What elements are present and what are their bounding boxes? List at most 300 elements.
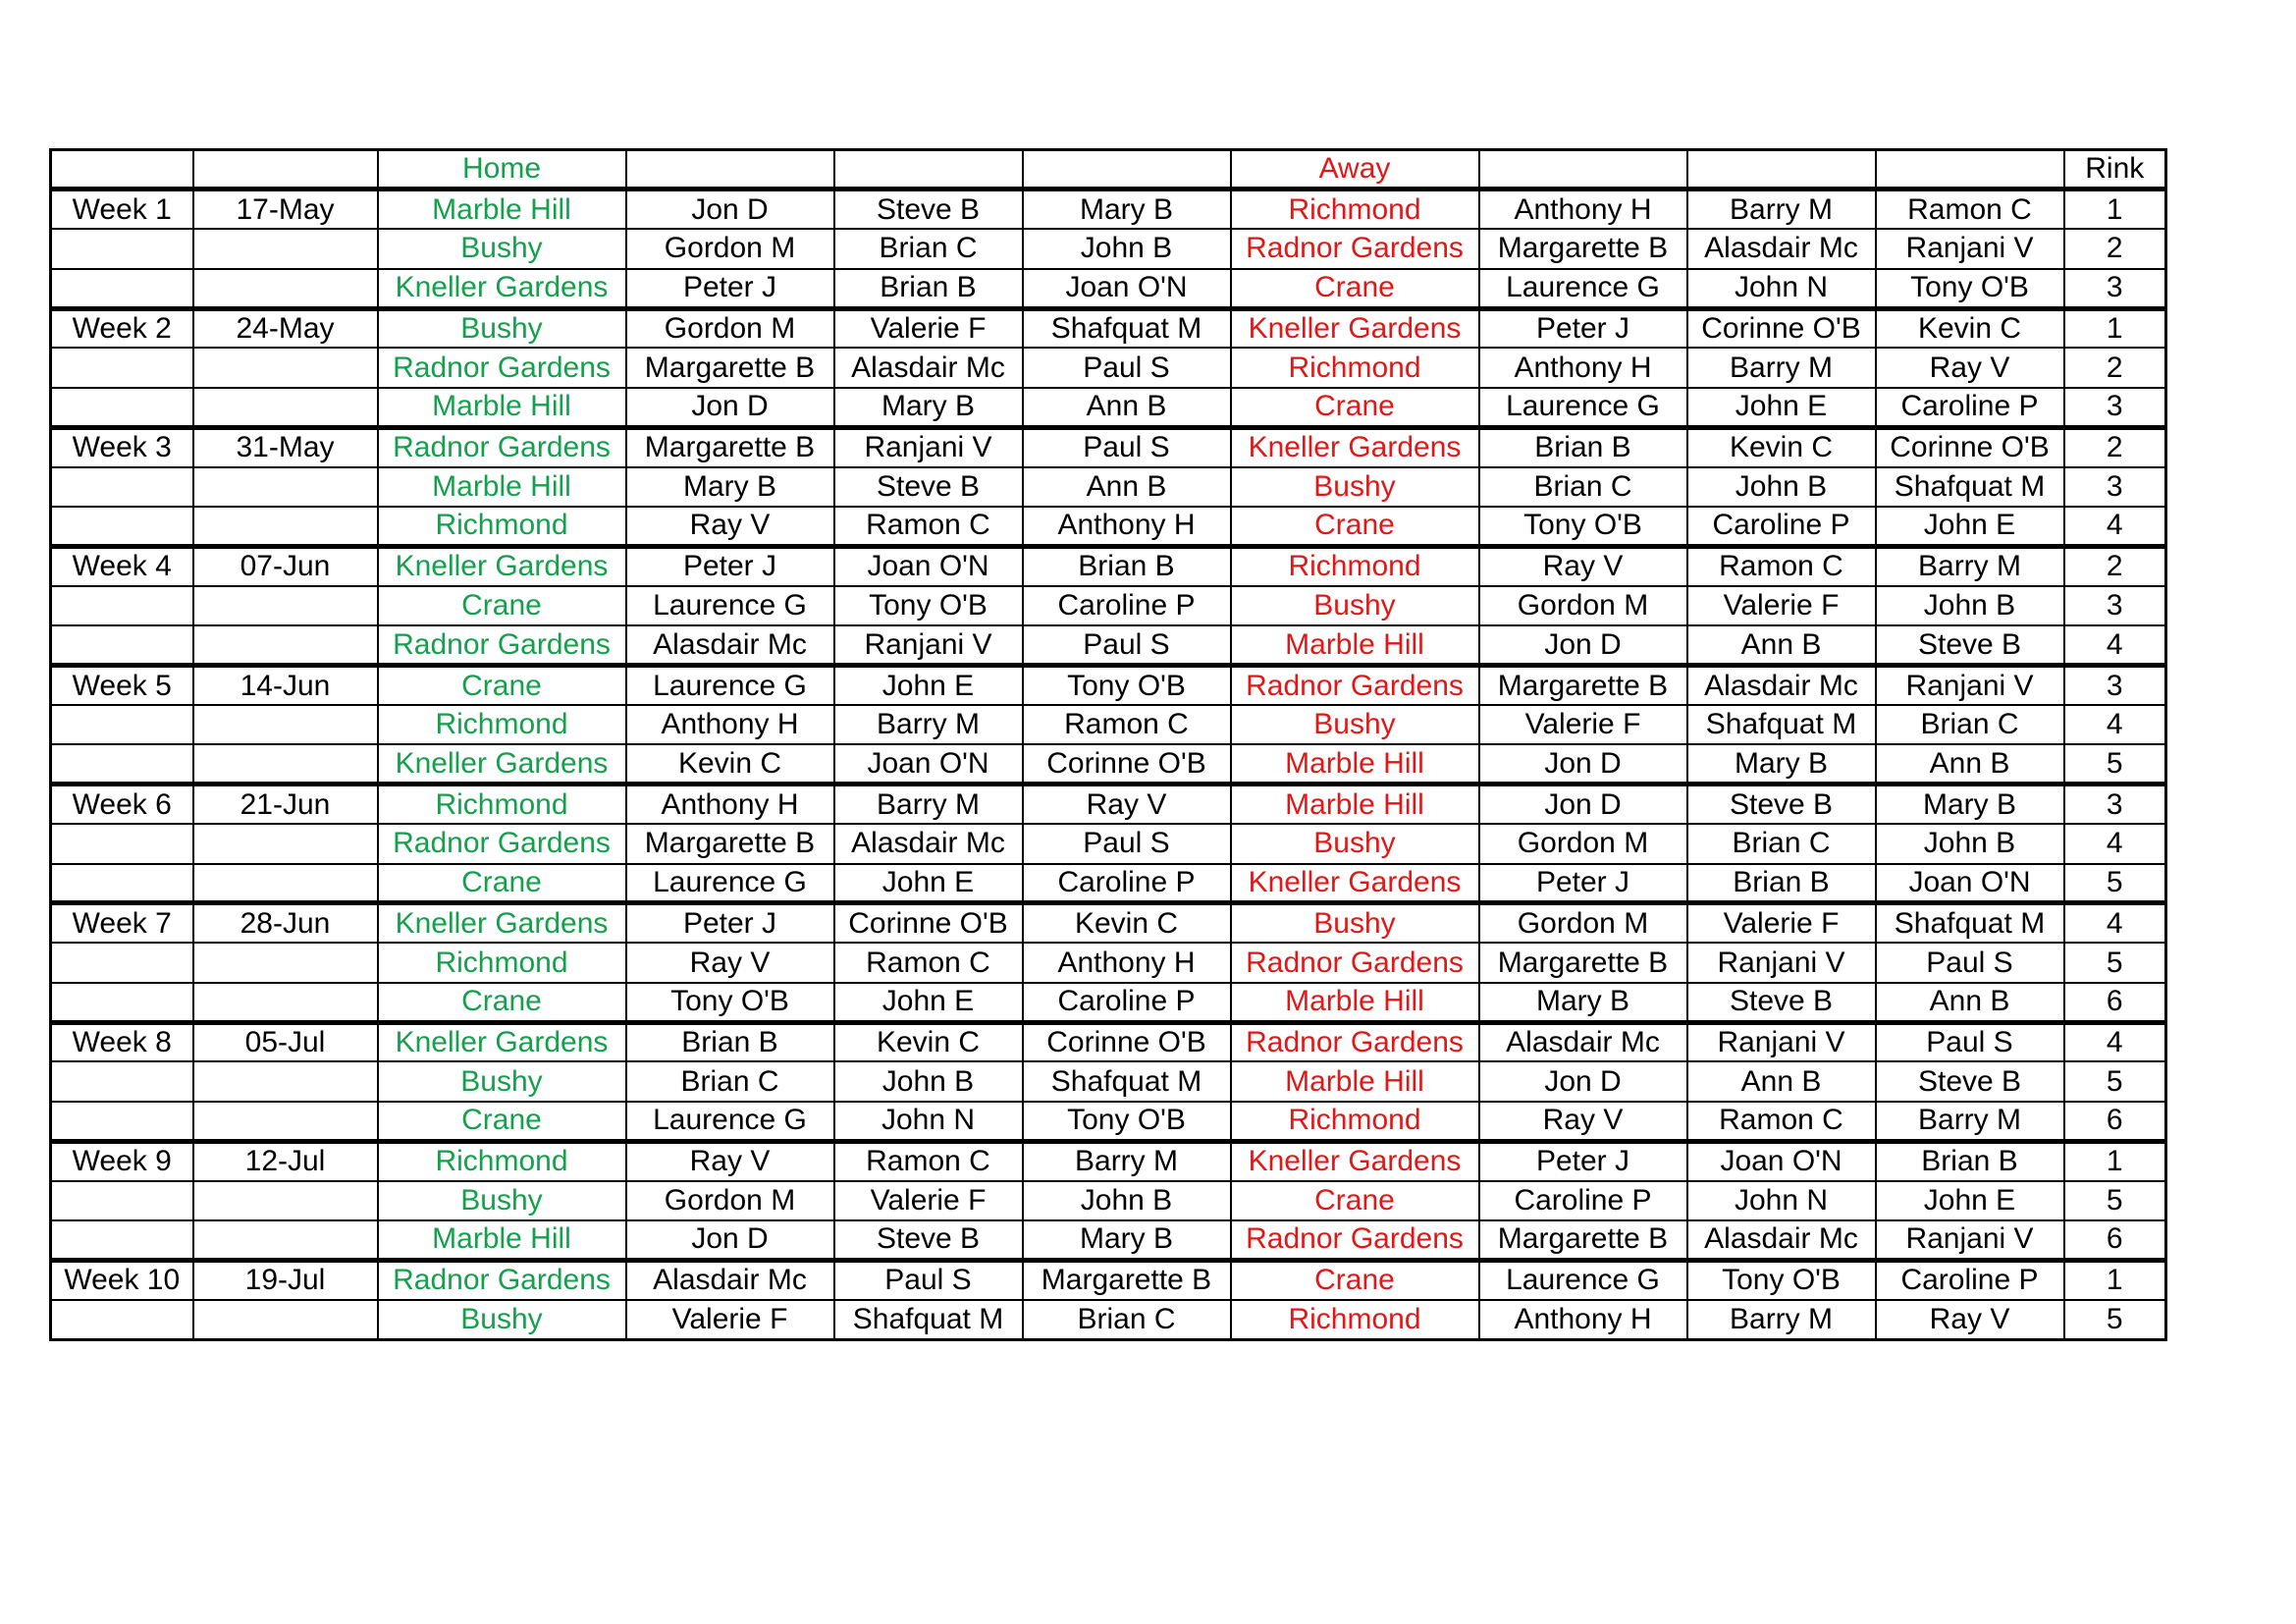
home-player-cell: Valerie F xyxy=(834,1181,1023,1220)
home-player-cell: Corinne O'B xyxy=(1023,1022,1231,1061)
away-team-cell: Crane xyxy=(1231,1181,1479,1220)
home-player-cell: John N xyxy=(834,1102,1023,1141)
home-player-cell: John E xyxy=(834,983,1023,1022)
home-team-cell: Radnor Gardens xyxy=(378,348,626,387)
rink-cell: 3 xyxy=(2064,785,2166,824)
home-player-cell: Ranjani V xyxy=(834,427,1023,466)
home-player-cell: Laurence G xyxy=(626,864,834,903)
date-cell xyxy=(193,625,378,665)
week-cell xyxy=(51,1181,193,1220)
week-cell xyxy=(51,744,193,784)
home-player-cell: John E xyxy=(834,666,1023,705)
away-player-cell: John N xyxy=(1687,1181,1876,1220)
away-player-cell: Valerie F xyxy=(1479,705,1687,744)
week-cell: Week 9 xyxy=(51,1141,193,1180)
home-player-cell: Ramon C xyxy=(834,507,1023,546)
fixture-row xyxy=(51,1141,2166,1180)
home-player-cell: Joan O'N xyxy=(834,546,1023,585)
home-player-cell: Alasdair Mc xyxy=(626,1260,834,1299)
away-team-cell: Bushy xyxy=(1231,586,1479,625)
home-player-cell: Corinne O'B xyxy=(1023,744,1231,784)
home-player-cell: Peter J xyxy=(626,903,834,943)
away-player-cell: Ray V xyxy=(1876,1300,2064,1339)
away-player-cell: John E xyxy=(1876,1181,2064,1220)
home-player-cell: Margarette B xyxy=(626,348,834,387)
fixture-row xyxy=(51,1022,2166,1061)
away-team-cell: Kneller Gardens xyxy=(1231,308,1479,348)
rink-cell: 5 xyxy=(2064,744,2166,784)
week-cell: Week 8 xyxy=(51,1022,193,1061)
date-cell xyxy=(193,348,378,387)
week-cell xyxy=(51,625,193,665)
home-player-cell: Ray V xyxy=(626,943,834,982)
fixture-row xyxy=(51,1061,2166,1101)
away-player-cell: John B xyxy=(1876,586,2064,625)
date-cell: 14-Jun xyxy=(193,666,378,705)
home-player-cell: Paul S xyxy=(1023,427,1231,466)
away-player-cell: Ann B xyxy=(1876,983,2064,1022)
away-player-cell: Gordon M xyxy=(1479,903,1687,943)
away-player-cell: Caroline P xyxy=(1876,388,2064,427)
week-cell xyxy=(51,467,193,507)
away-player-cell: Margarette B xyxy=(1479,229,1687,268)
rink-cell: 3 xyxy=(2064,467,2166,507)
fixture-row xyxy=(51,229,2166,268)
home-player-cell: Brian B xyxy=(626,1022,834,1061)
header-week xyxy=(51,150,193,189)
away-player-cell: Shafquat M xyxy=(1876,467,2064,507)
home-player-cell: Shafquat M xyxy=(834,1300,1023,1339)
rink-cell: 4 xyxy=(2064,824,2166,863)
date-cell xyxy=(193,1061,378,1101)
away-player-cell: Joan O'N xyxy=(1687,1141,1876,1180)
away-team-cell: Richmond xyxy=(1231,348,1479,387)
away-team-cell: Crane xyxy=(1231,388,1479,427)
fixture-row xyxy=(51,467,2166,507)
home-team-cell: Crane xyxy=(378,983,626,1022)
week-cell xyxy=(51,388,193,427)
away-team-cell: Richmond xyxy=(1231,1102,1479,1141)
away-player-cell: John N xyxy=(1687,269,1876,308)
week-cell xyxy=(51,269,193,308)
away-player-cell: Brian C xyxy=(1687,824,1876,863)
home-player-cell: Steve B xyxy=(834,1220,1023,1260)
home-player-cell: Gordon M xyxy=(626,229,834,268)
rink-cell: 4 xyxy=(2064,903,2166,943)
away-player-cell: Ranjani V xyxy=(1876,229,2064,268)
away-team-cell: Richmond xyxy=(1231,189,1479,229)
home-player-cell: Mary B xyxy=(1023,1220,1231,1260)
header-home-player-3 xyxy=(1023,150,1231,189)
home-player-cell: Mary B xyxy=(626,467,834,507)
rink-cell: 3 xyxy=(2064,269,2166,308)
away-team-cell: Marble Hill xyxy=(1231,744,1479,784)
rink-cell: 1 xyxy=(2064,308,2166,348)
home-player-cell: Barry M xyxy=(834,785,1023,824)
fixture-row xyxy=(51,269,2166,308)
home-player-cell: Kevin C xyxy=(626,744,834,784)
date-cell xyxy=(193,1102,378,1141)
week-cell: Week 3 xyxy=(51,427,193,466)
week-cell: Week 6 xyxy=(51,785,193,824)
week-cell xyxy=(51,943,193,982)
away-player-cell: Anthony H xyxy=(1479,1300,1687,1339)
away-player-cell: Valerie F xyxy=(1687,903,1876,943)
home-player-cell: Anthony H xyxy=(1023,943,1231,982)
home-player-cell: Valerie F xyxy=(626,1300,834,1339)
home-player-cell: Jon D xyxy=(626,189,834,229)
away-player-cell: Laurence G xyxy=(1479,269,1687,308)
home-player-cell: Laurence G xyxy=(626,1102,834,1141)
date-cell: 07-Jun xyxy=(193,546,378,585)
away-player-cell: Jon D xyxy=(1479,744,1687,784)
away-player-cell: Kevin C xyxy=(1876,308,2064,348)
away-team-cell: Marble Hill xyxy=(1231,983,1479,1022)
away-player-cell: Jon D xyxy=(1479,785,1687,824)
away-team-cell: Kneller Gardens xyxy=(1231,427,1479,466)
home-player-cell: Ray V xyxy=(626,1141,834,1180)
fixture-row xyxy=(51,427,2166,466)
home-player-cell: Peter J xyxy=(626,546,834,585)
away-team-cell: Radnor Gardens xyxy=(1231,229,1479,268)
date-cell xyxy=(193,1220,378,1260)
away-player-cell: Mary B xyxy=(1687,744,1876,784)
away-player-cell: Ray V xyxy=(1479,546,1687,585)
date-cell xyxy=(193,864,378,903)
fixture-row xyxy=(51,1260,2166,1299)
date-cell xyxy=(193,705,378,744)
away-player-cell: Anthony H xyxy=(1479,189,1687,229)
home-team-cell: Crane xyxy=(378,864,626,903)
away-player-cell: John B xyxy=(1687,467,1876,507)
date-cell: 21-Jun xyxy=(193,785,378,824)
home-player-cell: Paul S xyxy=(834,1260,1023,1299)
home-player-cell: Ramon C xyxy=(834,943,1023,982)
rink-cell: 2 xyxy=(2064,348,2166,387)
header-home-player-1 xyxy=(626,150,834,189)
date-cell xyxy=(193,467,378,507)
home-player-cell: Alasdair Mc xyxy=(626,625,834,665)
home-player-cell: Joan O'N xyxy=(834,744,1023,784)
rink-cell: 2 xyxy=(2064,427,2166,466)
away-player-cell: Ranjani V xyxy=(1687,1022,1876,1061)
away-player-cell: John B xyxy=(1876,824,2064,863)
away-team-cell: Bushy xyxy=(1231,705,1479,744)
fixture-row xyxy=(51,1102,2166,1141)
week-cell xyxy=(51,1061,193,1101)
away-player-cell: Anthony H xyxy=(1479,348,1687,387)
away-player-cell: Ramon C xyxy=(1876,189,2064,229)
week-cell: Week 10 xyxy=(51,1260,193,1299)
date-cell xyxy=(193,507,378,546)
date-cell xyxy=(193,269,378,308)
rink-cell: 4 xyxy=(2064,625,2166,665)
away-player-cell: Jon D xyxy=(1479,625,1687,665)
away-player-cell: Ann B xyxy=(1876,744,2064,784)
away-player-cell: Paul S xyxy=(1876,943,2064,982)
home-team-cell: Kneller Gardens xyxy=(378,269,626,308)
away-player-cell: Corinne O'B xyxy=(1876,427,2064,466)
home-player-cell: Barry M xyxy=(1023,1141,1231,1180)
away-team-cell: Radnor Gardens xyxy=(1231,1022,1479,1061)
away-player-cell: Alasdair Mc xyxy=(1687,1220,1876,1260)
week-cell xyxy=(51,586,193,625)
fixture-row xyxy=(51,308,2166,348)
home-player-cell: John B xyxy=(834,1061,1023,1101)
away-player-cell: Valerie F xyxy=(1687,586,1876,625)
away-player-cell: Peter J xyxy=(1479,1141,1687,1180)
away-player-cell: Caroline P xyxy=(1479,1181,1687,1220)
home-team-cell: Crane xyxy=(378,666,626,705)
date-cell: 05-Jul xyxy=(193,1022,378,1061)
week-cell xyxy=(51,705,193,744)
date-cell: 17-May xyxy=(193,189,378,229)
away-player-cell: Peter J xyxy=(1479,308,1687,348)
home-team-cell: Radnor Gardens xyxy=(378,625,626,665)
home-player-cell: Brian C xyxy=(834,229,1023,268)
away-team-cell: Crane xyxy=(1231,507,1479,546)
header-away-player-3 xyxy=(1876,150,2064,189)
home-player-cell: Kevin C xyxy=(834,1022,1023,1061)
away-player-cell: Brian B xyxy=(1479,427,1687,466)
date-cell xyxy=(193,229,378,268)
home-team-cell: Radnor Gardens xyxy=(378,824,626,863)
fixture-row xyxy=(51,785,2166,824)
away-player-cell: Kevin C xyxy=(1687,427,1876,466)
away-team-cell: Radnor Gardens xyxy=(1231,943,1479,982)
away-player-cell: Barry M xyxy=(1687,348,1876,387)
away-player-cell: Ann B xyxy=(1687,625,1876,665)
home-player-cell: Caroline P xyxy=(1023,586,1231,625)
fixture-row xyxy=(51,625,2166,665)
header-home: Home xyxy=(378,150,626,189)
home-player-cell: Paul S xyxy=(1023,824,1231,863)
rink-cell: 3 xyxy=(2064,388,2166,427)
home-player-cell: Peter J xyxy=(626,269,834,308)
rink-cell: 4 xyxy=(2064,1022,2166,1061)
away-team-cell: Kneller Gardens xyxy=(1231,864,1479,903)
rink-cell: 2 xyxy=(2064,229,2166,268)
fixture-row xyxy=(51,666,2166,705)
away-player-cell: Ranjani V xyxy=(1876,666,2064,705)
fixture-row xyxy=(51,983,2166,1022)
rink-cell: 5 xyxy=(2064,1300,2166,1339)
away-player-cell: Brian B xyxy=(1687,864,1876,903)
home-player-cell: Paul S xyxy=(1023,625,1231,665)
away-player-cell: Tony O'B xyxy=(1876,269,2064,308)
away-team-cell: Crane xyxy=(1231,1260,1479,1299)
home-team-cell: Bushy xyxy=(378,308,626,348)
home-player-cell: Brian B xyxy=(834,269,1023,308)
away-player-cell: Mary B xyxy=(1876,785,2064,824)
home-player-cell: Laurence G xyxy=(626,666,834,705)
rink-cell: 6 xyxy=(2064,1220,2166,1260)
fixture-row xyxy=(51,1300,2166,1339)
home-player-cell: Shafquat M xyxy=(1023,1061,1231,1101)
home-player-cell: Brian B xyxy=(1023,546,1231,585)
rink-cell: 6 xyxy=(2064,1102,2166,1141)
rink-cell: 1 xyxy=(2064,1260,2166,1299)
header-away: Away xyxy=(1231,150,1479,189)
rink-cell: 3 xyxy=(2064,666,2166,705)
away-player-cell: Ann B xyxy=(1687,1061,1876,1101)
away-player-cell: Brian B xyxy=(1876,1141,2064,1180)
home-player-cell: Margarette B xyxy=(626,824,834,863)
week-cell xyxy=(51,983,193,1022)
home-player-cell: Joan O'N xyxy=(1023,269,1231,308)
date-cell xyxy=(193,983,378,1022)
away-player-cell: Caroline P xyxy=(1876,1260,2064,1299)
home-team-cell: Marble Hill xyxy=(378,189,626,229)
away-player-cell: Margarette B xyxy=(1479,1220,1687,1260)
week-cell xyxy=(51,1102,193,1141)
date-cell xyxy=(193,388,378,427)
away-player-cell: Paul S xyxy=(1876,1022,2064,1061)
away-team-cell: Bushy xyxy=(1231,824,1479,863)
fixture-row xyxy=(51,864,2166,903)
away-player-cell: Ranjani V xyxy=(1876,1220,2064,1260)
away-player-cell: Ranjani V xyxy=(1687,943,1876,982)
header-row xyxy=(51,150,2166,189)
away-player-cell: Ramon C xyxy=(1687,1102,1876,1141)
home-player-cell: Tony O'B xyxy=(626,983,834,1022)
home-team-cell: Richmond xyxy=(378,1141,626,1180)
home-team-cell: Richmond xyxy=(378,507,626,546)
away-player-cell: Alasdair Mc xyxy=(1479,1022,1687,1061)
home-player-cell: Ann B xyxy=(1023,388,1231,427)
header-away-player-1 xyxy=(1479,150,1687,189)
away-team-cell: Bushy xyxy=(1231,903,1479,943)
home-player-cell: Mary B xyxy=(1023,189,1231,229)
week-cell: Week 1 xyxy=(51,189,193,229)
date-cell xyxy=(193,1181,378,1220)
fixture-row xyxy=(51,705,2166,744)
home-player-cell: Tony O'B xyxy=(1023,1102,1231,1141)
date-cell: 28-Jun xyxy=(193,903,378,943)
fixture-row xyxy=(51,903,2166,943)
away-player-cell: Jon D xyxy=(1479,1061,1687,1101)
home-player-cell: Gordon M xyxy=(626,308,834,348)
date-cell: 12-Jul xyxy=(193,1141,378,1180)
week-cell: Week 2 xyxy=(51,308,193,348)
fixture-row xyxy=(51,1181,2166,1220)
week-cell: Week 4 xyxy=(51,546,193,585)
week-cell xyxy=(51,1300,193,1339)
home-player-cell: Anthony H xyxy=(626,785,834,824)
away-player-cell: Barry M xyxy=(1687,1300,1876,1339)
away-player-cell: Barry M xyxy=(1876,546,2064,585)
fixture-row xyxy=(51,1220,2166,1260)
home-team-cell: Marble Hill xyxy=(378,1220,626,1260)
away-team-cell: Richmond xyxy=(1231,1300,1479,1339)
home-player-cell: Ray V xyxy=(1023,785,1231,824)
home-player-cell: Ramon C xyxy=(834,1141,1023,1180)
rink-cell: 1 xyxy=(2064,1141,2166,1180)
header-home-player-2 xyxy=(834,150,1023,189)
home-player-cell: Ann B xyxy=(1023,467,1231,507)
away-player-cell: Shafquat M xyxy=(1876,903,2064,943)
home-player-cell: John B xyxy=(1023,1181,1231,1220)
away-player-cell: Brian C xyxy=(1876,705,2064,744)
home-team-cell: Radnor Gardens xyxy=(378,1260,626,1299)
home-player-cell: Anthony H xyxy=(626,705,834,744)
away-player-cell: Shafquat M xyxy=(1687,705,1876,744)
header-away-player-2 xyxy=(1687,150,1876,189)
week-cell xyxy=(51,824,193,863)
rink-cell: 4 xyxy=(2064,705,2166,744)
away-player-cell: Tony O'B xyxy=(1687,1260,1876,1299)
date-cell: 24-May xyxy=(193,308,378,348)
week-cell xyxy=(51,348,193,387)
away-player-cell: Ramon C xyxy=(1687,546,1876,585)
away-team-cell: Radnor Gardens xyxy=(1231,1220,1479,1260)
away-player-cell: Joan O'N xyxy=(1876,864,2064,903)
header-date xyxy=(193,150,378,189)
away-player-cell: Peter J xyxy=(1479,864,1687,903)
date-cell xyxy=(193,586,378,625)
rink-cell: 5 xyxy=(2064,943,2166,982)
fixtures-table xyxy=(49,148,2167,1341)
home-player-cell: Corinne O'B xyxy=(834,903,1023,943)
home-player-cell: Kevin C xyxy=(1023,903,1231,943)
fixture-row xyxy=(51,943,2166,982)
home-player-cell: Ranjani V xyxy=(834,625,1023,665)
home-player-cell: Steve B xyxy=(834,189,1023,229)
home-player-cell: Anthony H xyxy=(1023,507,1231,546)
away-player-cell: Steve B xyxy=(1876,1061,2064,1101)
home-player-cell: Paul S xyxy=(1023,348,1231,387)
away-player-cell: Corinne O'B xyxy=(1687,308,1876,348)
home-player-cell: Gordon M xyxy=(626,1181,834,1220)
home-player-cell: Shafquat M xyxy=(1023,308,1231,348)
away-team-cell: Marble Hill xyxy=(1231,1061,1479,1101)
away-player-cell: Margarette B xyxy=(1479,943,1687,982)
home-player-cell: Ramon C xyxy=(1023,705,1231,744)
away-team-cell: Marble Hill xyxy=(1231,625,1479,665)
away-player-cell: Gordon M xyxy=(1479,586,1687,625)
fixture-row xyxy=(51,388,2166,427)
date-cell xyxy=(193,943,378,982)
date-cell xyxy=(193,1300,378,1339)
home-player-cell: Jon D xyxy=(626,388,834,427)
date-cell: 19-Jul xyxy=(193,1260,378,1299)
home-player-cell: Valerie F xyxy=(834,308,1023,348)
home-team-cell: Richmond xyxy=(378,705,626,744)
home-player-cell: Caroline P xyxy=(1023,864,1231,903)
away-team-cell: Crane xyxy=(1231,269,1479,308)
week-cell xyxy=(51,229,193,268)
away-team-cell: Marble Hill xyxy=(1231,785,1479,824)
home-player-cell: Alasdair Mc xyxy=(834,348,1023,387)
fixture-row xyxy=(51,586,2166,625)
home-player-cell: Barry M xyxy=(834,705,1023,744)
away-player-cell: Steve B xyxy=(1687,983,1876,1022)
away-player-cell: Tony O'B xyxy=(1479,507,1687,546)
home-player-cell: Mary B xyxy=(834,388,1023,427)
away-player-cell: Alasdair Mc xyxy=(1687,229,1876,268)
away-player-cell: Barry M xyxy=(1687,189,1876,229)
away-player-cell: Ray V xyxy=(1479,1102,1687,1141)
home-player-cell: Margarette B xyxy=(626,427,834,466)
home-team-cell: Richmond xyxy=(378,785,626,824)
away-player-cell: Mary B xyxy=(1479,983,1687,1022)
week-cell xyxy=(51,1220,193,1260)
rink-cell: 2 xyxy=(2064,546,2166,585)
away-player-cell: Caroline P xyxy=(1687,507,1876,546)
home-player-cell: John B xyxy=(1023,229,1231,268)
home-team-cell: Kneller Gardens xyxy=(378,744,626,784)
rink-cell: 6 xyxy=(2064,983,2166,1022)
